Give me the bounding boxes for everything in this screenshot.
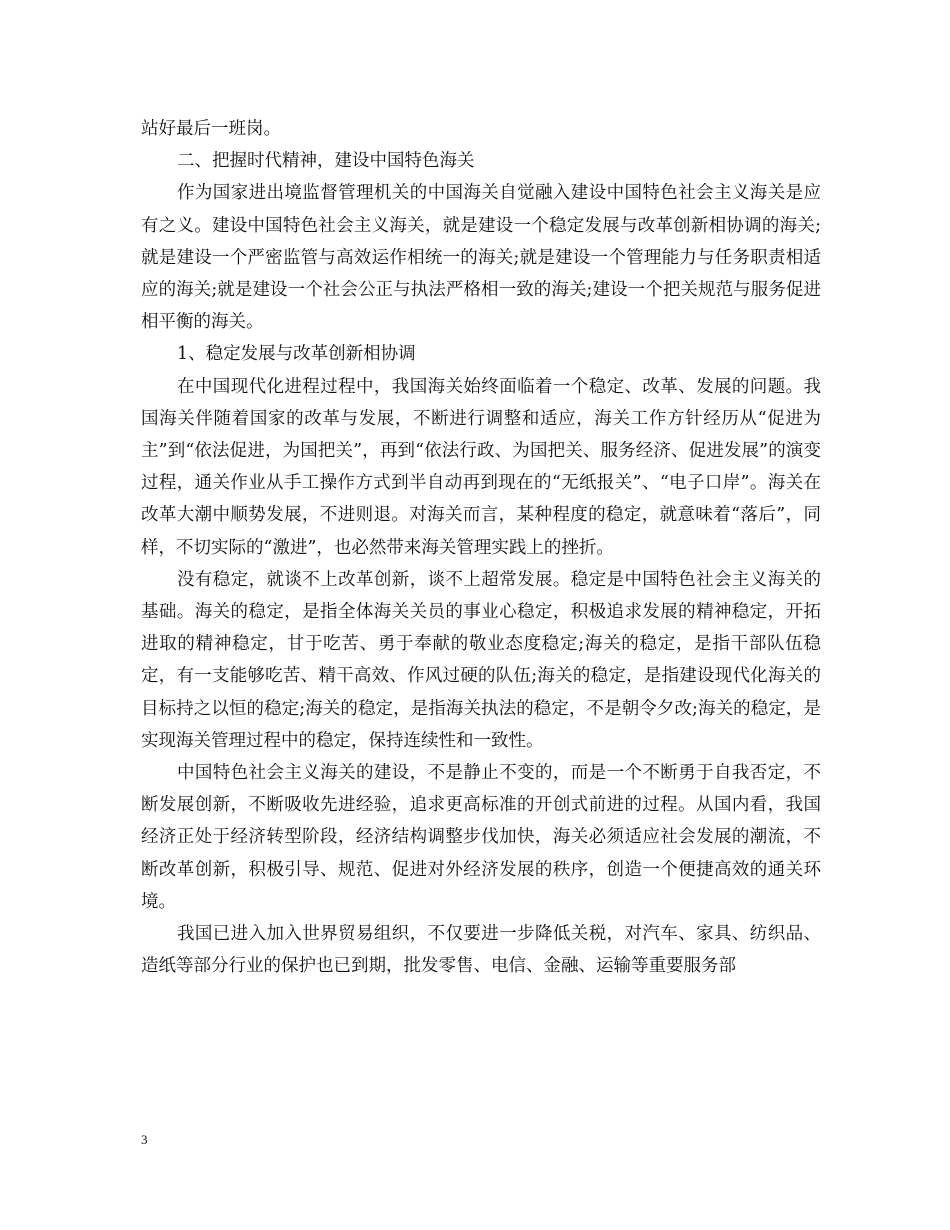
paragraph: 没有稳定，就谈不上改革创新，谈不上超常发展。稳定是中国特色社会主义海关的基础。海关的稳定，是指全体海关关员的事业心稳定，积极追求发展的精神稳定，开拓进取的精神稳定，甘于吃苦、勇于奉献的敬业态度稳定;海关的稳定，是指干部队伍稳定，有一支能够吃苦、精干高效、作风过硬的队伍;海关的稳定，是指建设现代化海关的目标持之以恒的稳定;海关的稳定，是指海关执法的稳定，不是朝令夕改;海关的稳定，是实现海关管理过程中的稳定，保持连续性和一致性。 xyxy=(141,569,821,751)
paragraph: 在中国现代化进程过程中，我国海关始终面临着一个稳定、改革、发展的问题。我国海关伴随着国家的改革与发展，不断进行调整和适应，海关工作方针经历从“促进为主”到“依法促进，为国把关”，再到“依法行政、为国把关、服务经济、促进发展”的演变过程，通关作业从手工操作方式到半自动再到现在的“无纸报关”、“电子口岸”。海关在改革大潮中顺势发展，不进则退。对海关而言，某种程度的稳定，就意味着“落后”，同样，不切实际的“激进”，也必然带来海关管理实践上的挫折。 xyxy=(141,376,821,558)
page-number: 3 xyxy=(141,1132,148,1147)
subsection-heading: 1、稳定发展与改革创新相协调 xyxy=(177,344,416,365)
paragraph-continuation: 站好最后一班岗。 xyxy=(141,119,281,139)
section-heading: 二、把握时代精神，建设中国特色海关 xyxy=(177,151,475,172)
paragraph: 我国已进入加入世界贸易组织，不仅要进一步降低关税，对汽车、家具、纺织品、造纸等部分行业的保护也已到期，批发零售、电信、金融、运输等重要服务部 xyxy=(141,924,821,977)
document-body xyxy=(141,113,821,982)
paragraph: 中国特色社会主义海关的建设，不是静止不变的，而是一个不断勇于自我否定，不断发展创新，不断吸收先进经验，追求更高标准的开创式前进的过程。从国内看，我国经济正处于经济转型阶段，经济结构调整步伐加快，海关必须适应社会发展的潮流，不断改革创新，积极引导、规范、促进对外经济发展的秩序，创造一个便捷高效的通关环境。 xyxy=(141,763,821,912)
paragraph: 作为国家进出境监督管理机关的中国海关自觉融入建设中国特色社会主义海关是应有之义。建设中国特色社会主义海关，就是建设一个稳定发展与改革创新相协调的海关;就是建设一个严密监管与高效运作相统一的海关;就是建设一个管理能力与任务职责相适应的海关;就是建设一个社会公正与执法严格相一致的海关;建设一个把关规范与服务促进相平衡的海关。 xyxy=(141,183,821,333)
